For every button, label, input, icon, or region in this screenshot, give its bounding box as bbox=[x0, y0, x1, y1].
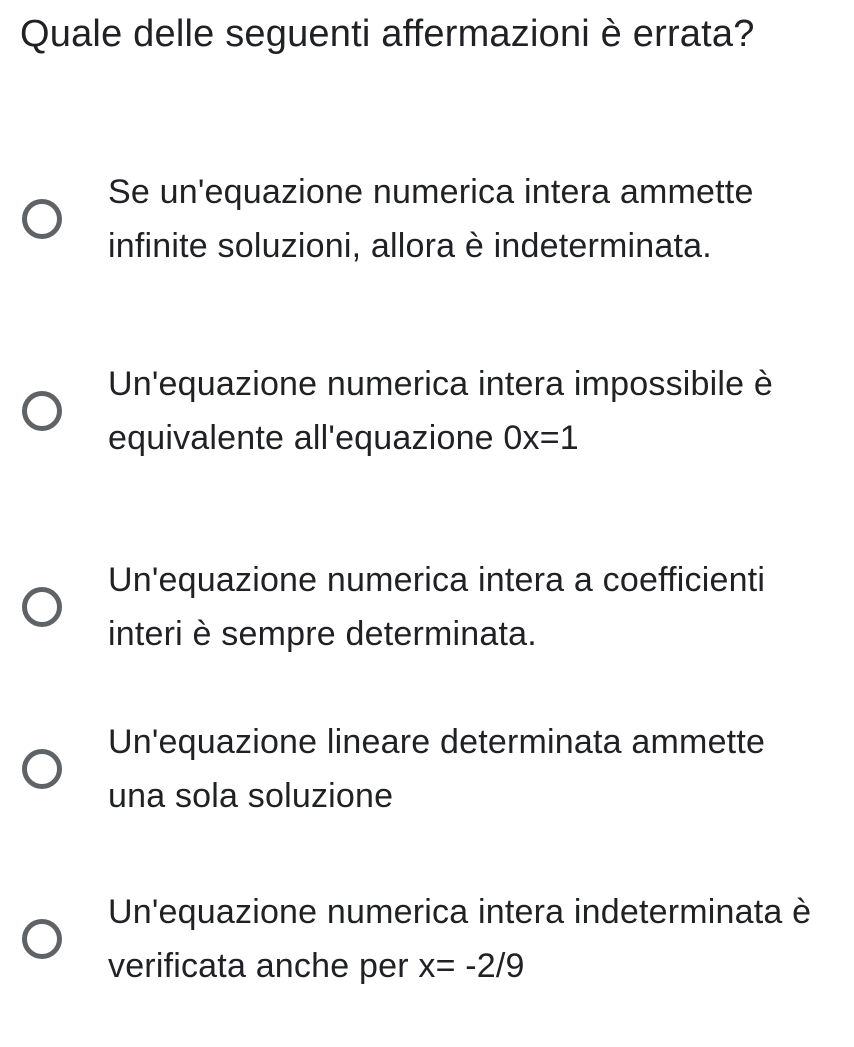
radio-button-1[interactable] bbox=[22, 199, 62, 239]
answer-option-label: Se un'equazione numerica intera ammette infinite soluzioni, allora è indeterminata. bbox=[108, 173, 754, 265]
answer-option-label: Un'equazione numerica intera a coefficienti interi è sempre determinata. bbox=[108, 561, 766, 653]
radio-button-3[interactable] bbox=[22, 587, 62, 627]
answer-option-label: Un'equazione numerica intera indeterminata è verificata anche per x= -2/9 bbox=[108, 893, 812, 985]
answer-option-4[interactable] bbox=[0, 696, 854, 842]
answer-option-label: Un'equazione numerica intera impossibile è equivalente all'equazione 0x=1 bbox=[108, 365, 774, 457]
answer-option-label: Un'equazione lineare determinata ammette una sola soluzione bbox=[108, 723, 766, 815]
question-title: Quale delle seguenti affermazioni è errata? bbox=[20, 13, 755, 55]
answer-option-2[interactable] bbox=[0, 304, 854, 518]
answer-option-3[interactable] bbox=[0, 518, 854, 696]
answer-option-5[interactable] bbox=[0, 842, 854, 1036]
answer-option-1[interactable] bbox=[0, 134, 854, 304]
radio-button-2[interactable] bbox=[22, 391, 62, 431]
radio-button-5[interactable] bbox=[22, 919, 62, 959]
radio-button-4[interactable] bbox=[22, 749, 62, 789]
answer-options-list bbox=[0, 134, 854, 1036]
